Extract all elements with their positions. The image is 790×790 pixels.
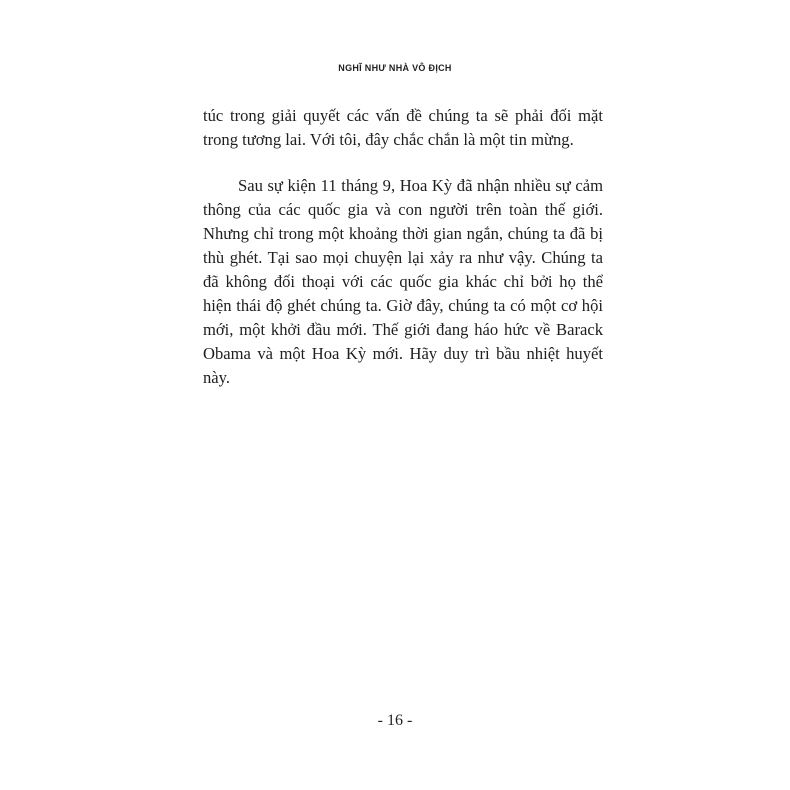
running-header-title: NGHĨ NHƯ NHÀ VÔ ĐỊCH <box>338 63 452 73</box>
paragraph-continued: túc trong giải quyết các vấn đề chúng ta sẽ phải đối mặt trong tương lai. Với tôi, đây chắc chắn là một tin mừng. <box>203 106 603 149</box>
body-text <box>203 104 603 390</box>
page-number: - 16 - <box>377 712 413 729</box>
paragraph-september-11: Sau sự kiện 11 tháng 9, Hoa Kỳ đã nhận nhiều sự cảm thông của các quốc gia và con người trên toàn thế giới. Nhưng chỉ trong một khoảng thời gian ngắn, chúng ta đã bị thù ghét. Tại sao mọi chuyện lại xảy ra như vậy. Chúng ta đã không đối thoại với các quốc gia khác chỉ bởi họ thể hiện thái độ ghét chúng ta. Giờ đây, chúng ta có một cơ hội mới, một khởi đầu mới. Thế giới đang háo hức về Barack Obama và một Hoa Kỳ mới. Hãy duy trì bầu nhiệt huyết này. <box>203 176 603 387</box>
